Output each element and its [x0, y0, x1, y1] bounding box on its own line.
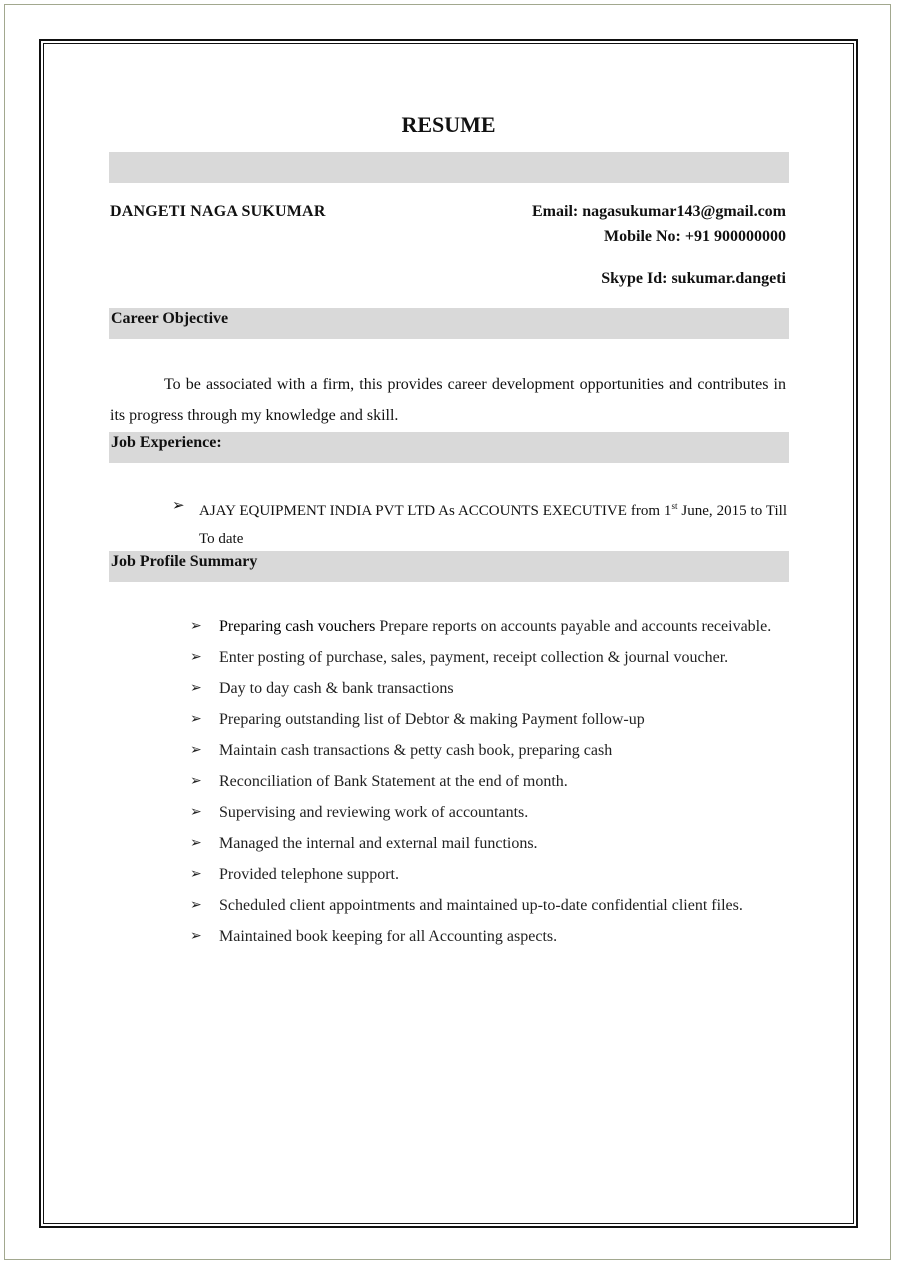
arrow-bullet-icon: ➢: [190, 929, 202, 944]
list-item: [190, 828, 780, 859]
experience-text: [199, 492, 787, 553]
list-item: [190, 704, 780, 735]
list-item: [190, 859, 780, 890]
mobile-line: Mobile No: +91 900000000: [604, 228, 786, 245]
arrow-bullet-icon: ➢: [190, 619, 202, 634]
resume-title: RESUME: [401, 112, 496, 137]
arrow-bullet-icon: ➢: [190, 867, 202, 882]
superscript: st: [671, 501, 678, 511]
list-item: [190, 673, 780, 704]
item-text: Day to day cash & bank transactions: [219, 680, 454, 697]
arrow-bullet-icon: ➢: [190, 681, 202, 696]
arrow-bullet-icon: ➢: [190, 743, 202, 758]
item-text: Maintain cash transactions & petty cash book, preparing cash: [219, 742, 613, 759]
objective-text: To be associated with a firm, this provides career development opportunities and contributes in its progress through my knowledge and skill.: [110, 376, 786, 424]
section-career-objective: [109, 308, 789, 339]
experience-entry: [172, 492, 787, 553]
list-item: [190, 642, 780, 673]
candidate-name: DANGETI NAGA SUKUMAR: [110, 203, 326, 220]
arrow-bullet-icon: ➢: [190, 712, 202, 727]
list-item: [190, 921, 780, 952]
arrow-bullet-icon: ➢: [190, 805, 202, 820]
item-lead: Preparing cash vouchers: [219, 618, 376, 635]
section-job-profile-summary: [109, 551, 789, 582]
list-item: [190, 890, 780, 921]
list-item: [190, 766, 780, 797]
item-text: Maintained book keeping for all Accounting aspects.: [219, 928, 558, 945]
item-text: Prepare reports on accounts payable and accounts receivable.: [375, 618, 772, 635]
item-text: Managed the internal and external mail functions.: [219, 835, 538, 852]
experience-company: AJAY EQUIPMENT INDIA PVT LTD As ACCOUNTS EXECUTIVE from 1: [199, 503, 672, 519]
section-job-experience: [109, 432, 789, 463]
profile-list: [190, 611, 780, 952]
arrow-bullet-icon: ➢: [190, 898, 202, 913]
skype-line: Skype Id: sukumar.dangeti: [601, 270, 786, 287]
list-item: [190, 611, 780, 642]
arrow-bullet-icon: ➢: [190, 650, 202, 665]
item-text: Provided telephone support.: [219, 866, 399, 883]
item-text: Preparing outstanding list of Debtor & making Payment follow-up: [219, 711, 645, 728]
email-line: Email: nagasukumar143@gmail.com: [532, 203, 786, 220]
item-text: Supervising and reviewing work of accountants.: [219, 804, 529, 821]
arrow-bullet-icon: ➢: [190, 774, 202, 789]
item-text: Reconciliation of Bank Statement at the end of month.: [219, 773, 568, 790]
item-text: Enter posting of purchase, sales, payment, receipt collection & journal voucher.: [219, 649, 729, 666]
section-heading: Job Profile Summary: [111, 553, 258, 570]
title-divider-bar: [109, 152, 789, 183]
experience-dates: June, 2015 to Till To date: [199, 503, 787, 547]
arrow-bullet-icon: ➢: [172, 498, 185, 514]
arrow-bullet-icon: ➢: [190, 836, 202, 851]
list-item: [190, 735, 780, 766]
objective-paragraph: [110, 369, 786, 431]
section-heading: Job Experience:: [111, 434, 222, 451]
section-heading: Career Objective: [111, 310, 229, 327]
item-text: Scheduled client appointments and maintained up-to-date confidential client files.: [219, 897, 743, 914]
list-item: [190, 797, 780, 828]
